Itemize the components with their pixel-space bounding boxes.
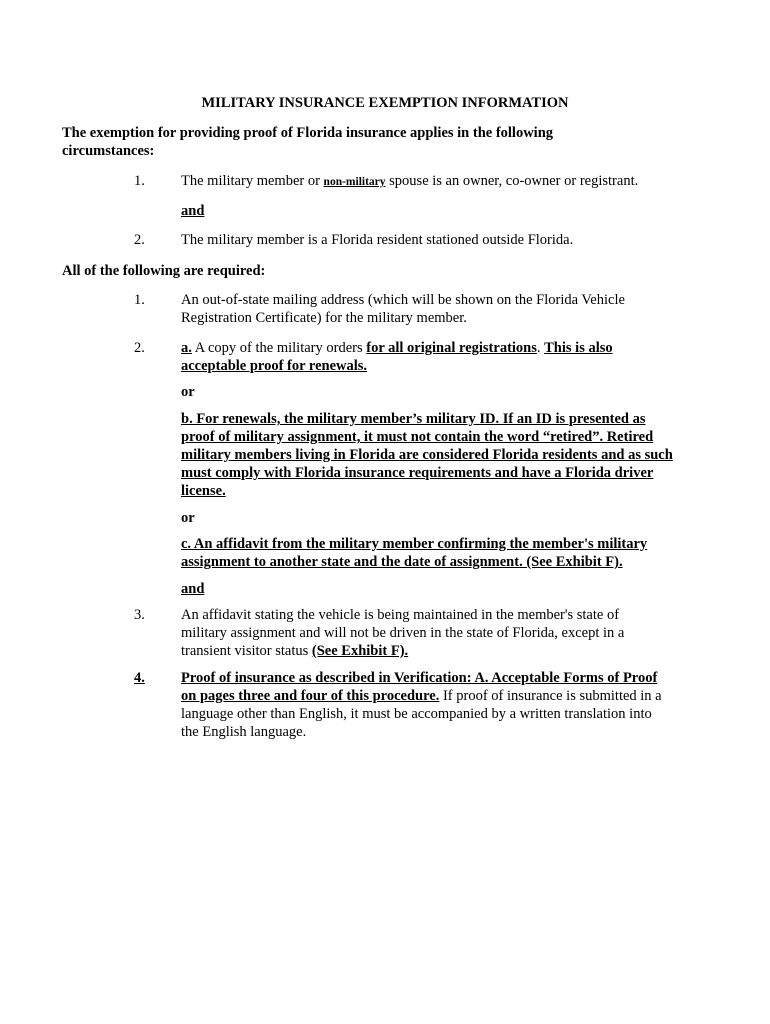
option-a-bold: for all original registrations [366,340,537,356]
or-connector-2: or [181,510,195,526]
circumstance-text-end: spouse is an owner, co-owner or registrant. [385,173,639,189]
and-connector: and [181,581,205,597]
requirement-4-text: If proof of insurance is submitted in a language other than English, it must be accompanied by a written translation into the English language. [181,688,662,740]
requirement-item-4 [181,669,671,741]
requirement-4-bold: Proof of insurance as described in Verification: A. Acceptable Forms of Proof on pages three and four of this procedure. [181,670,658,704]
circumstance-number-1: 1. [134,173,145,189]
requirement-2a [181,339,661,375]
requirement-2b: b. For renewals, the military member’s military ID. If an ID is presented as proof of military assignment, it must not contain the word “retired”. Retired military members living in Florida are considered Florida residents and as such must comply with Florida insurance requirements and have a Florida driver license. [181,411,673,499]
circumstance-text-start: The military member or [181,173,324,189]
requirements-heading: All of the following are required: [62,263,266,279]
circumstance-item-2: The military member is a Florida resident stationed outside Florida. [181,232,574,248]
circumstance-item-1 [181,172,676,191]
option-a-label: a. [181,340,192,356]
option-a-text: A copy of the military orders [191,340,367,356]
requirement-number-4: 4. [134,670,145,686]
circumstance-connector: and [181,203,205,219]
requirement-3-text: An affidavit stating the vehicle is being maintained in the member's state of military assignment and will not be driven in the state of Florida, except in a transient visitor status [181,607,625,659]
requirement-item-3 [181,606,651,660]
circumstance-number-2: 2. [134,232,145,248]
option-a-bold-2: This is also acceptable proof for renewals. [181,340,613,374]
requirement-number-3: 3. [134,607,145,623]
exhibit-f-reference: (See Exhibit F). [311,643,409,659]
non-military-term: non-military [323,176,386,188]
option-a-separator: . [536,340,545,356]
requirement-item-1: An out-of-state mailing address (which will be shown on the Florida Vehicle Registration Certificate) for the military member. [181,292,625,326]
intro-paragraph: The exemption for providing proof of Florida insurance applies in the following circumstances: [62,125,554,159]
requirement-2c: c. An affidavit from the military member confirming the member's military assignment to another state and the date of assignment. (See Exhibit F). [181,536,648,570]
requirement-number-1: 1. [134,292,145,308]
document-title: MILITARY INSURANCE EXEMPTION INFORMATION [201,95,569,111]
or-connector-1: or [181,384,195,400]
requirement-number-2: 2. [134,340,145,356]
